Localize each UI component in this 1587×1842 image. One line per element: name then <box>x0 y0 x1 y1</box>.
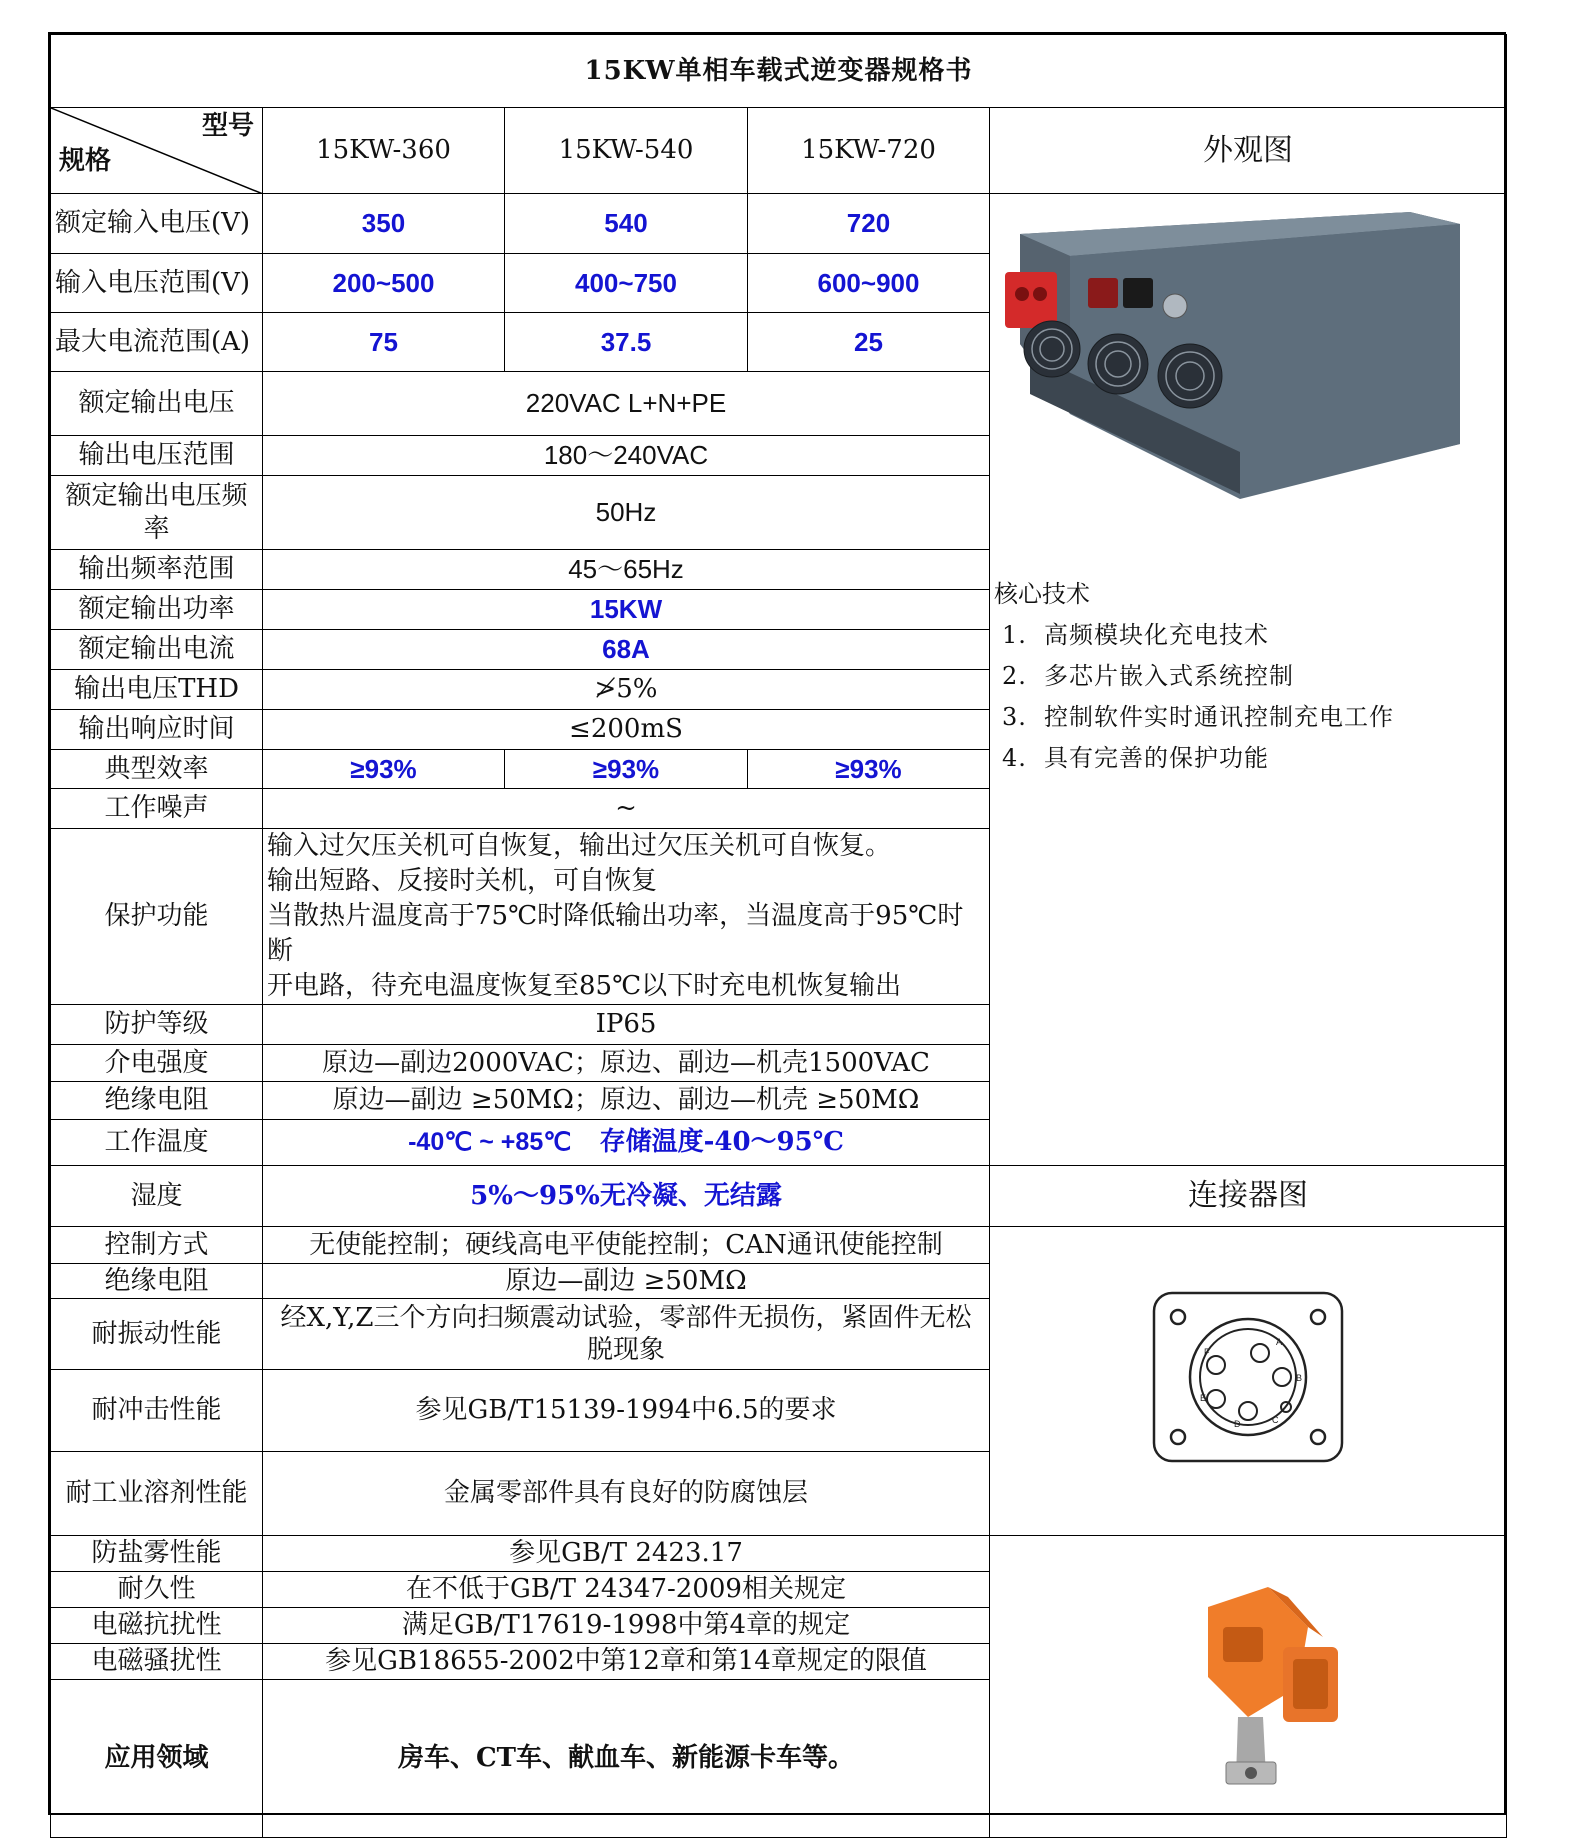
core-tech-heading: 核心技术 <box>994 580 1090 608</box>
value-cell: 45～65Hz <box>263 550 990 590</box>
connector-photo-cell <box>990 1536 1507 1838</box>
core-tech <box>994 574 1394 779</box>
row-label: 典型效率 <box>51 750 263 789</box>
row-label: 输出电压THD <box>51 670 263 710</box>
spec-sheet <box>48 32 1506 1815</box>
value-cell: 37.5 <box>505 313 748 372</box>
dc-connector-icon <box>1088 278 1118 308</box>
row-label: 工作噪声 <box>51 789 263 829</box>
signal-connector-icon <box>1163 294 1187 318</box>
row-label: 绝缘电阻 <box>51 1264 263 1299</box>
value-cell: 540 <box>505 194 748 254</box>
value-cell: 房车、CT车、献血车、新能源卡车等。 <box>263 1680 990 1838</box>
row-label: 耐久性 <box>51 1572 263 1608</box>
vibration-line: 脱现象 <box>586 1335 665 1365</box>
value-cell: ≯5% <box>263 670 990 710</box>
value-cell: 无使能控制；硬线高电平使能控制；CAN通讯使能控制 <box>263 1227 990 1264</box>
row-label: 耐工业溶剂性能 <box>51 1452 263 1536</box>
row-label: 保护功能 <box>51 829 263 1005</box>
row-label: 耐振动性能 <box>51 1299 263 1370</box>
header-corner-cell <box>51 108 263 194</box>
value-cell: 原边—副边 ≥50MΩ；原边、副边—机壳 ≥50MΩ <box>263 1082 990 1120</box>
row-label: 输入电压范围(V) <box>51 254 263 313</box>
value-cell: ~ <box>263 789 990 829</box>
protection-line: 当散热片温度高于75℃时降低输出功率，当温度高于95℃时断 <box>267 901 964 966</box>
value-cell: 在不低于GB/T 24347-2009相关规定 <box>263 1572 990 1608</box>
row-label: 应用领域 <box>51 1680 263 1838</box>
value-cell: 75 <box>263 313 505 372</box>
spec-label: 规格 <box>59 145 112 176</box>
model-2: 15KW-540 <box>505 108 748 194</box>
value-cell: 180～240VAC <box>263 436 990 476</box>
row-label: 输出电压范围 <box>51 436 263 476</box>
value-cell: 68A <box>263 630 990 670</box>
value-cell: ≥93% <box>505 750 748 789</box>
operating-temp: -40℃ ~ +85℃ <box>408 1128 572 1157</box>
pin-label: B <box>1296 1372 1303 1383</box>
value-cell: 参见GB18655-2002中第12章和第14章规定的限值 <box>263 1644 990 1680</box>
row-label: 防盐雾性能 <box>51 1536 263 1572</box>
pin-label: E <box>1200 1392 1207 1403</box>
row-label: 输出频率范围 <box>51 550 263 590</box>
row-label: 输出响应时间 <box>51 710 263 750</box>
connector-label: 连接器图 <box>990 1166 1507 1227</box>
row-label: 电磁骚扰性 <box>51 1644 263 1680</box>
protection-cell <box>263 829 990 1005</box>
row-label: 额定输出功率 <box>51 590 263 630</box>
value-cell <box>263 1299 990 1370</box>
row-label: 防护等级 <box>51 1005 263 1045</box>
value-cell: 200~500 <box>263 254 505 313</box>
value-cell: 金属零部件具有良好的防腐蚀层 <box>263 1452 990 1536</box>
value-cell <box>263 1120 990 1166</box>
pin-label: C <box>1272 1414 1279 1425</box>
value-cell: 350 <box>263 194 505 254</box>
row-label: 湿度 <box>51 1166 263 1227</box>
inverter-product-image <box>990 194 1507 554</box>
row-label: 额定输入电压(V) <box>51 194 263 254</box>
row-label: 额定输出电流 <box>51 630 263 670</box>
value-cell: 50Hz <box>263 476 990 550</box>
pin-label: A <box>1276 1336 1283 1347</box>
connector-cell <box>990 1227 1507 1536</box>
protection-line: 输入过欠压关机可自恢复，输出过欠压关机可自恢复。 <box>267 831 892 861</box>
row-label: 工作温度 <box>51 1120 263 1166</box>
list-item: 3. 控制软件实时通讯控制充电工作 <box>1002 703 1394 731</box>
model-label: 型号 <box>201 111 254 141</box>
value-cell: ≥93% <box>748 750 990 789</box>
row-label: 最大电流范围(A) <box>51 313 263 372</box>
value-cell: 600~900 <box>748 254 990 313</box>
value-cell: 25 <box>748 313 990 372</box>
protection-line: 开电路，待充电温度恢复至85℃以下时充电机恢复输出 <box>267 971 902 1001</box>
row-label: 介电强度 <box>51 1045 263 1082</box>
document-title: 15KW单相车载式逆变器规格书 <box>51 35 1507 108</box>
row-label: 耐冲击性能 <box>51 1370 263 1452</box>
connector-diagram <box>1148 1289 1348 1465</box>
list-item: 4. 具有完善的保护功能 <box>1002 744 1269 772</box>
value-cell: ≥93% <box>263 750 505 789</box>
value-cell: 参见GB/T15139-1994中6.5的要求 <box>263 1370 990 1452</box>
spec-table <box>50 34 1507 1838</box>
red-connector-icon <box>1005 272 1057 328</box>
vibration-line: 经X,Y,Z三个方向扫频震动试验，零部件无损伤，紧固件无松 <box>280 1303 972 1333</box>
value-cell: 原边—副边 ≥50MΩ <box>263 1264 990 1299</box>
value-cell: 原边—副边2000VAC；原边、副边—机壳1500VAC <box>263 1045 990 1082</box>
value-cell: 满足GB/T17619-1998中第4章的规定 <box>263 1608 990 1644</box>
row-label: 控制方式 <box>51 1227 263 1264</box>
value-cell: 720 <box>748 194 990 254</box>
pin-label: D <box>1234 1418 1241 1429</box>
row-label: 电磁抗扰性 <box>51 1608 263 1644</box>
value-cell: ≤200mS <box>263 710 990 750</box>
value-cell: IP65 <box>263 1005 990 1045</box>
value-cell: 5%～95%无冷凝、无结露 <box>263 1166 990 1227</box>
list-item: 1. 高频模块化充电技术 <box>1002 621 1269 649</box>
protection-line: 输出短路、反接时关机，可自恢复 <box>267 866 658 896</box>
dc-connector-icon <box>1123 278 1153 308</box>
row-label: 绝缘电阻 <box>51 1082 263 1120</box>
storage-temp: 存储温度-40～95℃ <box>599 1127 844 1158</box>
model-3: 15KW-720 <box>748 108 990 194</box>
appearance-cell <box>990 194 1507 1166</box>
value-cell: 220VAC L+N+PE <box>263 372 990 436</box>
row-label: 额定输出电压 <box>51 372 263 436</box>
value-cell: 400~750 <box>505 254 748 313</box>
hv-connector-image <box>1148 1567 1348 1797</box>
value-cell: 15KW <box>263 590 990 630</box>
pin-label: F <box>1204 1346 1210 1357</box>
list-item: 2. 多芯片嵌入式系统控制 <box>1002 662 1294 690</box>
value-cell: 参见GB/T 2423.17 <box>263 1536 990 1572</box>
appearance-label: 外观图 <box>990 108 1507 194</box>
model-1: 15KW-360 <box>263 108 505 194</box>
row-label: 额定输出电压频率 <box>51 476 263 550</box>
